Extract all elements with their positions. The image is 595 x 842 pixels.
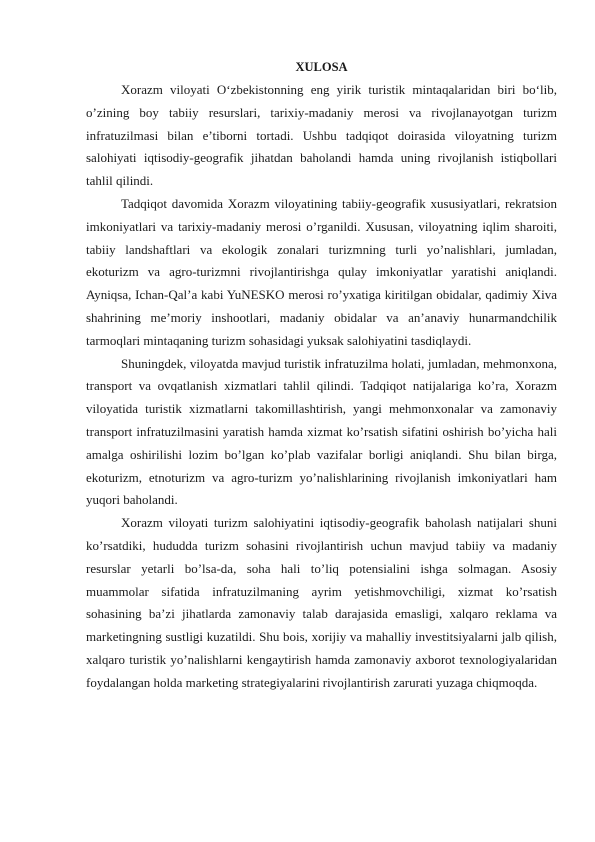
page-title: XULOSA — [295, 60, 348, 74]
paragraph-intro: Xorazm viloyati O‘zbekistonning eng yirik turistik mintaqalaridan biri bo‘lib, o’zining boy tabiiy resurslari, tarixiy-madaniy merosi va rivojlanayotgan turizm infratuzilmasi bilan e’tiborni tortadi. Ushbu tadqiqot doirasida viloyatning turizm salohiyati iqtisodiy-geografik jihatdan baholandi hamda uning rivojlanish istiqbollari tahlil qilindi. — [86, 82, 557, 189]
paragraph-infrastructure: Shuningdek, viloyatda mavjud turistik infratuzilma holati, jumladan, mehmonxona, transport va ovqatlanish xizmatlari tahlil qilindi. Tadqiqot natijalariga ko’ra, Xorazm viloyatida turistik xizmatlarni takomillashtirish, yangi mehmonxonalar va zamonaviy transport infratuzilmasini yaratish hamda xizmat ko’rsatish sifatini oshirish bo’yicha hali amalga oshirilishi lozim bo’lgan ko’plab vazifalar borligi aniqlandi. Shu bilan birga, ekoturizm, etnoturizm va agro-turizm yo’nalishlarining rivojlanish imkoniyatlari ham yuqori baholandi. — [86, 355, 557, 508]
paragraph-conclusion: Xorazm viloyati turizm salohiyatini iqtisodiy-geografik baholash natijalari shuni ko’rsatdiki, hududda turizm sohasini rivojlantirish uchun mavjud tabiiy va madaniy resurslar yetarli bo’lsa-da, soha hali to’liq potensialini ishga solmagan. Asosiy muammolar sifatida infratuzilmaning ayrim yetishmovchiligi, xizmat ko’rsatish sohasining ba’zi jihatlarda zamonaviy talab darajasida emasligi, xalqaro reklama va marketingning sustligi kuzatildi. Shu bois, xorijiy va mahalliy investitsiyalarni jalb qilish, xalqaro turistik yo’nalishlarni kengaytirish hamda zamonaviy axborot texnologiyalaridan foydalangan holda marketing strategiyalarini rivojlantirish zarurati yuzaga chiqmoqda. — [86, 515, 557, 690]
paragraph-natural-geography: Tadqiqot davomida Xorazm viloyatining tabiiy-geografik xususiyatlari, rekratsion imkoniyatlari va tarixiy-madaniy merosi o’rganildi. Xususan, viloyatning iqlim sharoiti, tabiiy landshaftlari va ekologik zonalari turizmning turli yo’nalishlari, jumladan, ekoturizm va agro-turizmni rivojlantirishga qulay imkoniyatlar yaratishi aniqlandi. Ayniqsa, Ichan-Qal’a kabi YuNESKO merosi ro’yxatiga kiritilgan obidalar, qadimiy Xiva shahrining me’moriy inshootlari, madaniy obidalar va an’anaviy hunarmandchilik tarmoqlari mintaqaning turizm sohasidagi yuksak salohiyatini tasdiqlaydi. — [86, 195, 557, 348]
